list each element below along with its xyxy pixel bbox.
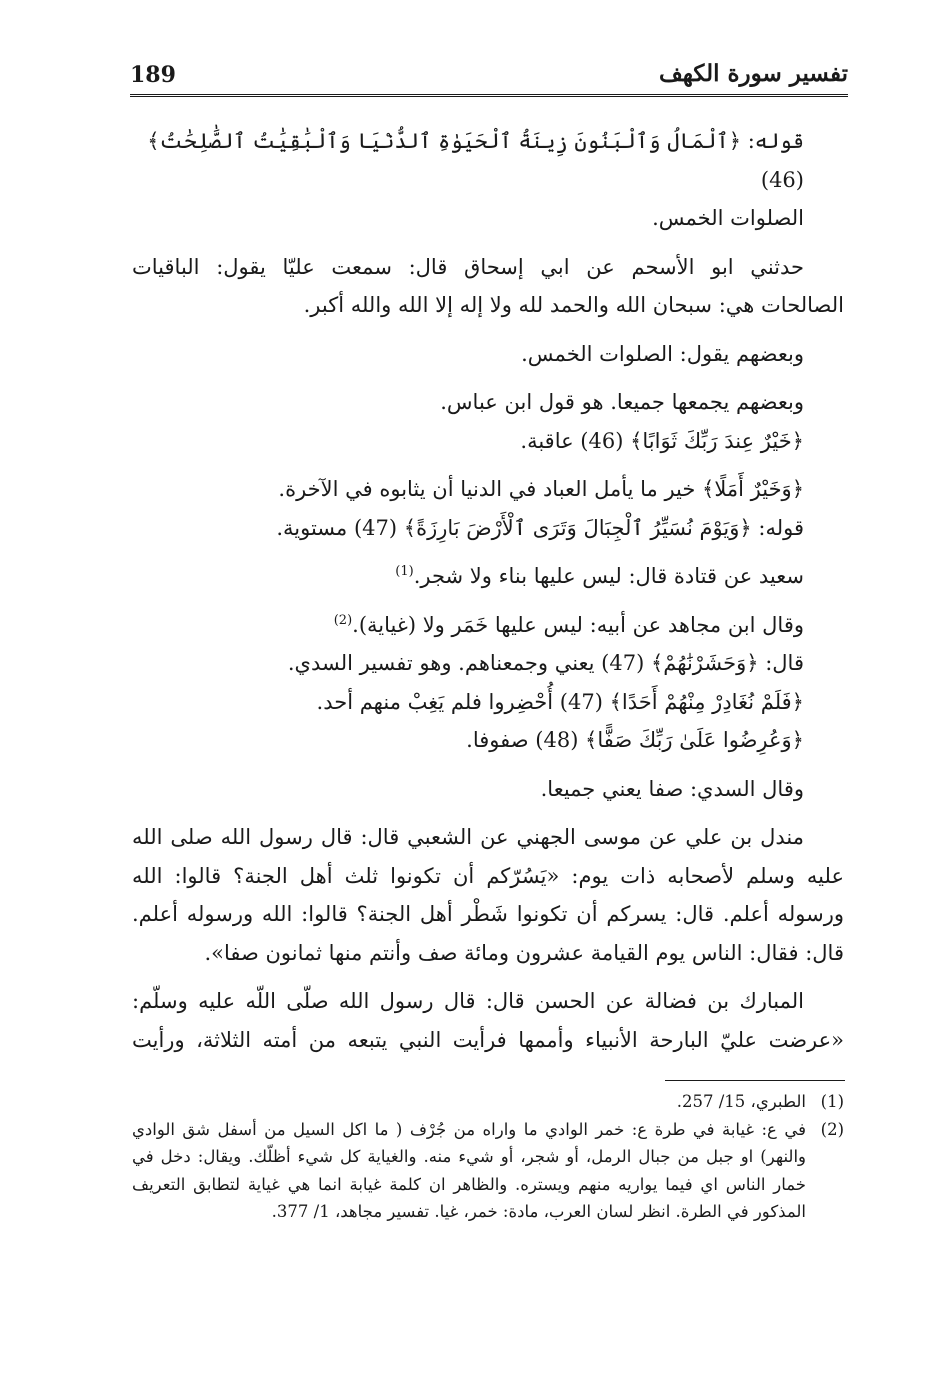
footnote (132, 1088, 844, 1116)
text-line (132, 557, 844, 596)
verse-line: قال: ﴿وَحَشَرْنَٰهُمْ﴾ (47) يعني وجمعناهم. وهو تفسير السدي. (287, 651, 804, 675)
text-line: وبعضهم يقول: الصلوات الخمس. (521, 341, 804, 366)
verse-line: ﴿فَلَمْ نُغَادِرْ مِنْهُمْ أَحَدًا﴾ (47) أُحْضِروا فلم يَغِبْ منهم أحد. (316, 689, 804, 714)
verse-line: ﴿خَيْرٌ عِندَ رَبِّكَ ثَوَابًا﴾ (46) عاقبة. (520, 428, 804, 453)
text-line: الصالحات هي: سبحان الله والحمد لله ولا إله إلا الله والله أكبر. (303, 293, 844, 317)
verse-line: قوله: ﴿ٱلْمَالُ وَٱلْبَنُونَ زِينَةُ ٱلْحَيَوٰةِ ٱلدُّنْيَا وَٱلْبَٰقِيَٰتُ ٱلصَّٰلِحَٰتُ﴾ (46) (147, 129, 804, 192)
page-header (130, 60, 848, 97)
footnote-number: (1) (820, 1092, 844, 1111)
text-line: المبارك بن فضالة عن الحسن قال: قال رسول الله صلّى اللّه عليه وسلّم: (132, 989, 804, 1013)
footnote-number: (2) (820, 1119, 844, 1139)
text-line: عليه وسلم لأصحابه ذات يوم: «يَسُرّكم أن تكونوا ثلث أهل الجنة؟ قالوا: الله (132, 863, 844, 888)
verse-line: قوله: ﴿وَيَوْمَ نُسَيِّرُ ٱلْجِبَالَ وَتَرَى ٱلْأَرْضَ بَارِزَةً﴾ (47) مستوية. (276, 515, 804, 540)
footnote-ref: (1) (395, 564, 414, 579)
text-line: وقال السدي: صفا يعني جميعا. (540, 776, 804, 801)
text-line: الصلوات الخمس. (652, 206, 804, 230)
text-line: ورسوله أعلم. قال: يسركم أن تكونوا شَطْر أهل الجنة؟ قالوا: الله ورسوله أعلم. (132, 902, 844, 926)
text-line: وبعضهم يجمعها جميعا. هو قول ابن عباس. (440, 390, 804, 414)
footnote-divider (665, 1080, 845, 1081)
text-line: مندل بن علي عن موسى الجهني عن الشعبي قال: قال رسول الله صلى الله (132, 825, 804, 849)
footnote-text: في ع: غيابة في طرة ع: خمر الوادي ما واراه من جُرْف ( ما اكل السيل من أسفل شق الوادي والنهر) او جبل من جبال الرمل، أو شجر، أو شيء منه. والغياية كل شيء أظلّك. ويقال: دخل في خمار الناس اي فيما يواريه منهم ويستره. والظاهر ان كلمة غيابة انما هي غياية لتطابق التعريف المذكور في الطرة. انظر لسان العرب، مادة: خمر، غيا. تفسير مجاهد، 1/ 377. (132, 1119, 806, 1221)
footnote-ref: (2) (333, 612, 353, 628)
text-line: قال: فقال: الناس يوم القيامة عشرون ومائة صف وأنتم منها ثمانون صفا». (204, 940, 844, 965)
text-line (132, 606, 844, 645)
text-line: حدثني ابو الأسحم عن ابي إسحاق قال: سمعت عليّا يقول: الباقيات (132, 254, 804, 279)
text-line-body: سعيد عن قتادة قال: ليس عليها بناء ولا شجر. (413, 564, 804, 588)
main-text (132, 122, 844, 1059)
text-line: «عرضت عليّ البارحة الأنبياء وأممها فرأيت النبي يتبعه من أمته الثلاثة، ورأيت (132, 1027, 844, 1052)
page-number: 189 (130, 62, 176, 88)
running-title: تفسير سورة الكهف (658, 60, 848, 87)
verse-line: ﴿وَعُرِضُوا عَلَىٰ رَبِّكَ صَفًّا﴾ (48) صفوفا. (466, 728, 804, 752)
footnotes (132, 1088, 844, 1226)
verse-line: ﴿وَخَيْرٌ أَمَلًا﴾ خير ما يأمل العباد في الدنيا أن يثابوه في الآخرة. (278, 477, 804, 501)
footnote-text: الطبري، 15/ 257. (676, 1092, 806, 1111)
text-line-body: وقال ابن مجاهد عن أبيه: ليس عليها خَمَر ولا (غياية). (352, 612, 804, 637)
footnote (132, 1116, 844, 1226)
